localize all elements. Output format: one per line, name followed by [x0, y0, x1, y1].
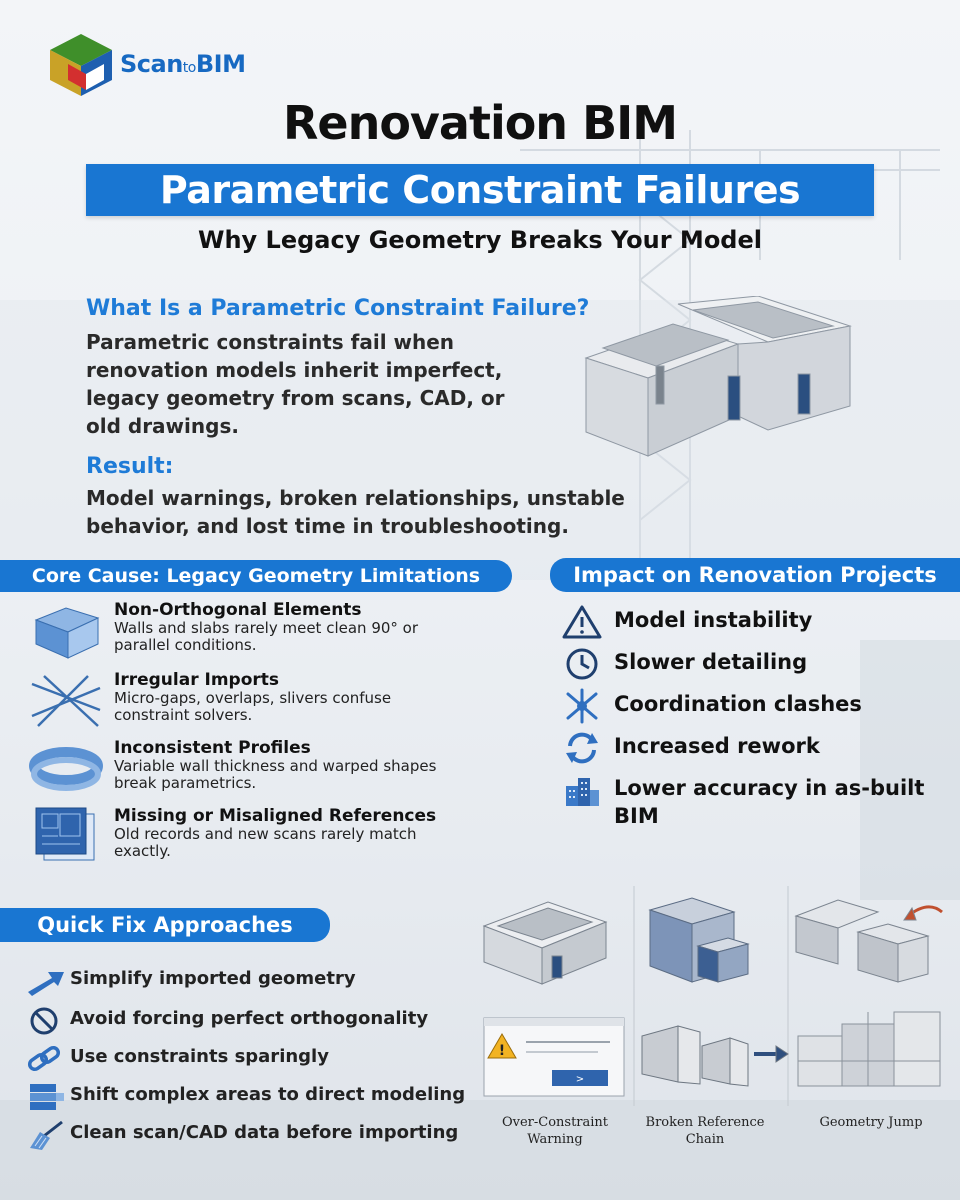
brand-logo[interactable]: [46, 30, 276, 100]
fix-item: [26, 1080, 466, 1114]
brand-scan: Scan: [120, 50, 183, 78]
crossing-lines-icon: [28, 670, 104, 732]
geometry-jump-illustration: [796, 900, 942, 982]
core-item-missing-references: [28, 806, 468, 876]
fix-label: Shift complex areas to direct modeling: [70, 1084, 466, 1105]
geometry-jump-blocks: [798, 1012, 940, 1086]
core-item-title: Inconsistent Profiles: [114, 738, 311, 758]
broom-icon: [26, 1120, 66, 1150]
broken-reference-illustration: [642, 1026, 788, 1086]
brand-name: [120, 50, 245, 78]
clock-icon: [562, 646, 602, 682]
core-item-title: Missing or Misaligned References: [114, 806, 437, 826]
svg-text:!: !: [498, 1043, 506, 1059]
core-item-title: Irregular Imports: [114, 670, 280, 690]
core-item-inconsistent-profiles: [28, 738, 468, 808]
impact-label: Lower accuracy in as-built BIM: [614, 776, 925, 828]
fix-label: Avoid forcing perfect orthogonality: [70, 1008, 429, 1029]
fix-label: Use constraints sparingly: [70, 1046, 329, 1067]
building-walls-illustration: [578, 296, 878, 466]
fix-item: [26, 1004, 466, 1038]
arrow-icon: [26, 966, 66, 996]
core-item-irregular-imports: [28, 670, 468, 740]
core-item-title: Non-Orthogonal Elements: [114, 600, 362, 620]
refresh-icon: [562, 730, 602, 766]
fix-label: Simplify imported geometry: [70, 968, 356, 989]
caption-geometry-jump: Geometry Jump: [819, 1115, 923, 1130]
cube-logo-icon: [46, 30, 116, 100]
caption-broken-reference: Broken Reference Chain: [645, 1115, 765, 1147]
impact-label: Model instability: [614, 608, 813, 632]
curved-wall-icon: [28, 738, 104, 800]
impact-label: Increased rework: [614, 734, 820, 758]
subtitle-text: Parametric Constraint Failures: [159, 168, 801, 212]
stacked-blocks-icon: [26, 1082, 66, 1112]
fix-item: [26, 1042, 466, 1076]
shifted-blocks-illustration: [650, 898, 748, 982]
core-cause-heading: Core Cause: Legacy Geometry Limitations: [0, 560, 512, 592]
brand-bim: BIM: [195, 50, 246, 78]
clash-icon: [562, 688, 602, 724]
building-icon: [562, 772, 602, 808]
subtitle-banner: [86, 164, 874, 216]
impact-label: Coordination clashes: [614, 692, 862, 716]
impact-heading: Impact on Renovation Projects: [550, 558, 960, 592]
result-body: Model warnings, broken relationships, unstable behavior, and lost time in troubleshooting.: [86, 486, 625, 538]
what-heading: What Is a Parametric Constraint Failure?: [86, 296, 590, 321]
dialog-button-label: >: [575, 1074, 585, 1085]
quick-fix-heading: Quick Fix Approaches: [0, 908, 330, 942]
fix-item: [26, 964, 466, 998]
prohibited-icon: [26, 1006, 66, 1036]
brand-to: to: [182, 60, 196, 76]
core-item-desc: Walls and slabs rarely meet clean 90° or parallel conditions.: [114, 619, 419, 654]
warning-icon: [562, 604, 602, 640]
chain-link-icon: [26, 1044, 66, 1074]
core-item-non-orthogonal: [28, 600, 468, 670]
result-heading: Result:: [86, 454, 174, 479]
over-constraint-warning-dialog: [484, 1018, 624, 1096]
fix-label: Clean scan/CAD data before importing: [70, 1122, 459, 1143]
caption-over-constraint: Over-Constraint Warning: [501, 1115, 609, 1147]
core-item-desc: Variable wall thickness and warped shapes break parametrics.: [114, 757, 437, 792]
core-item-desc: Micro-gaps, overlaps, slivers confuse constraint solvers.: [114, 689, 392, 724]
fix-item: [26, 1118, 466, 1152]
tagline: Why Legacy Geometry Breaks Your Model: [198, 226, 762, 254]
skewed-wall-icon: [28, 600, 104, 662]
what-body: Parametric constraints fail when renovation models inherit imperfect, legacy geometry from scans, CAD, or old drawings.: [86, 330, 505, 438]
failure-illustrations: [478, 886, 958, 1106]
page-title: Renovation BIM: [282, 96, 678, 150]
open-box-illustration: [484, 902, 606, 984]
core-item-desc: Old records and new scans rarely match exactly.: [114, 825, 417, 860]
impact-label: Slower detailing: [614, 650, 808, 674]
blueprint-icon: [28, 806, 104, 868]
